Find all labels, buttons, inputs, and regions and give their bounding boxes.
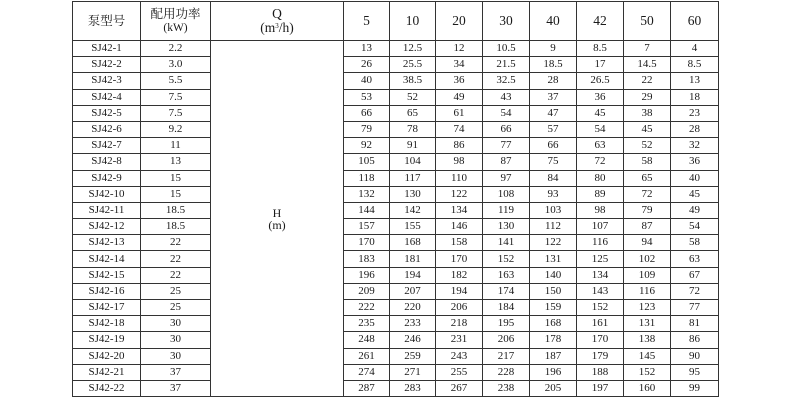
head-value-cell: 4 [671,41,719,57]
power-cell: 25 [141,283,211,299]
head-value-cell: 130 [483,219,530,235]
head-value-cell: 160 [624,380,671,396]
head-value-cell: 170 [436,251,483,267]
table-row [73,219,719,235]
table-row [73,332,719,348]
head-value-cell: 72 [624,186,671,202]
head-value-cell: 194 [390,267,436,283]
header-flow-value: 5 [344,2,390,41]
head-value-cell: 65 [624,170,671,186]
power-cell: 9.2 [141,121,211,137]
head-value-cell: 209 [344,283,390,299]
head-value-cell: 63 [671,251,719,267]
head-value-cell: 95 [671,364,719,380]
head-value-cell: 119 [483,202,530,218]
header-flow-value: 60 [671,2,719,41]
header-power [141,2,211,41]
model-cell: SJ42-1 [73,41,141,57]
table-row [73,380,719,396]
power-cell: 18.5 [141,219,211,235]
head-value-cell: 77 [483,138,530,154]
head-value-cell: 179 [577,348,624,364]
head-value-cell: 91 [390,138,436,154]
head-value-cell: 58 [624,154,671,170]
head-value-cell: 45 [671,186,719,202]
model-cell: SJ42-13 [73,235,141,251]
model-cell: SJ42-2 [73,57,141,73]
head-value-cell: 36 [671,154,719,170]
head-value-cell: 65 [390,105,436,121]
head-value-cell: 196 [344,267,390,283]
head-value-cell: 9 [530,41,577,57]
head-value-cell: 158 [436,235,483,251]
head-value-cell: 98 [436,154,483,170]
head-value-cell: 220 [390,300,436,316]
head-value-cell: 12.5 [390,41,436,57]
header-flow-value: 40 [530,2,577,41]
head-value-cell: 168 [530,316,577,332]
head-symbol: H [272,205,282,220]
head-value-cell: 194 [436,283,483,299]
head-value-cell: 67 [671,267,719,283]
head-value-cell: 163 [483,267,530,283]
head-value-cell: 235 [344,316,390,332]
head-value-cell: 13 [344,41,390,57]
head-value-cell: 228 [483,364,530,380]
head-value-cell: 138 [624,332,671,348]
head-value-cell: 54 [483,105,530,121]
head-value-cell: 152 [624,364,671,380]
head-value-cell: 47 [530,105,577,121]
head-value-cell: 152 [483,251,530,267]
head-value-cell: 98 [577,202,624,218]
header-flow-unit [211,21,343,35]
head-value-cell: 22 [624,73,671,89]
head-value-cell: 143 [577,283,624,299]
power-cell: 22 [141,235,211,251]
head-value-cell: 66 [483,121,530,137]
head-value-cell: 38 [624,105,671,121]
model-cell: SJ42-7 [73,138,141,154]
head-value-cell: 40 [344,73,390,89]
head-value-cell: 261 [344,348,390,364]
head-value-cell: 97 [483,170,530,186]
table-row [73,235,719,251]
table-row [73,121,719,137]
head-value-cell: 80 [577,170,624,186]
head-value-cell: 218 [436,316,483,332]
head-value-cell: 122 [530,235,577,251]
head-value-cell: 109 [624,267,671,283]
power-cell: 7.5 [141,105,211,121]
power-cell: 37 [141,364,211,380]
power-cell: 7.5 [141,89,211,105]
head-value-cell: 110 [436,170,483,186]
head-value-cell: 206 [436,300,483,316]
head-value-cell: 146 [436,219,483,235]
model-cell: SJ42-3 [73,73,141,89]
header-model: 泵型号 [73,2,141,41]
head-value-cell: 66 [530,138,577,154]
header-flow-value: 20 [436,2,483,41]
head-value-cell: 18 [671,89,719,105]
head-value-cell: 283 [390,380,436,396]
head-value-cell: 170 [344,235,390,251]
power-cell: 13 [141,154,211,170]
power-cell: 30 [141,348,211,364]
table-row [73,283,719,299]
head-value-cell: 45 [577,105,624,121]
power-cell: 22 [141,251,211,267]
power-cell: 15 [141,186,211,202]
head-value-cell: 168 [390,235,436,251]
head-value-cell: 130 [390,186,436,202]
model-cell: SJ42-15 [73,267,141,283]
head-value-cell: 18.5 [530,57,577,73]
model-cell: SJ42-11 [73,202,141,218]
head-value-cell: 132 [344,186,390,202]
head-value-cell: 54 [671,219,719,235]
head-value-cell: 131 [624,316,671,332]
head-value-cell: 13 [671,73,719,89]
head-value-cell: 267 [436,380,483,396]
table-row [73,267,719,283]
table-row [73,57,719,73]
head-value-cell: 117 [390,170,436,186]
head-value-cell: 92 [344,138,390,154]
power-cell: 3.0 [141,57,211,73]
head-value-cell: 32.5 [483,73,530,89]
head-value-cell: 102 [624,251,671,267]
head-value-cell: 87 [483,154,530,170]
power-cell: 37 [141,380,211,396]
head-value-cell: 66 [344,105,390,121]
power-cell: 18.5 [141,202,211,218]
head-value-cell: 77 [671,300,719,316]
model-cell: SJ42-19 [73,332,141,348]
power-cell: 15 [141,170,211,186]
head-value-cell: 103 [530,202,577,218]
power-cell: 30 [141,332,211,348]
head-value-cell: 63 [577,138,624,154]
head-value-cell: 231 [436,332,483,348]
table-row [73,202,719,218]
head-value-cell: 40 [671,170,719,186]
head-value-cell: 183 [344,251,390,267]
head-value-cell: 37 [530,89,577,105]
head-value-cell: 79 [624,202,671,218]
head-value-cell: 99 [671,380,719,396]
head-value-cell: 182 [436,267,483,283]
head-value-cell: 78 [390,121,436,137]
head-value-cell: 87 [624,219,671,235]
header-flow-value: 10 [390,2,436,41]
head-value-cell: 84 [530,170,577,186]
head-unit: (m) [268,217,286,232]
table-row [73,73,719,89]
head-value-cell: 53 [344,89,390,105]
model-cell: SJ42-20 [73,348,141,364]
head-value-cell: 86 [671,332,719,348]
head-value-cell: 134 [577,267,624,283]
head-value-cell: 26 [344,57,390,73]
head-value-cell: 104 [390,154,436,170]
head-value-cell: 125 [577,251,624,267]
table-body [73,41,719,397]
head-value-cell: 79 [344,121,390,137]
head-value-cell: 187 [530,348,577,364]
head-value-cell: 8.5 [577,41,624,57]
header-row [73,2,719,41]
head-value-cell: 28 [671,121,719,137]
head-value-cell: 58 [671,235,719,251]
table-row [73,105,719,121]
head-value-cell: 150 [530,283,577,299]
head-value-cell: 108 [483,186,530,202]
head-value-cell: 122 [436,186,483,202]
head-label-cell [211,41,344,397]
head-value-cell: 188 [577,364,624,380]
head-value-cell: 144 [344,202,390,218]
head-value-cell: 248 [344,332,390,348]
head-value-cell: 178 [530,332,577,348]
head-value-cell: 7 [624,41,671,57]
head-value-cell: 72 [577,154,624,170]
head-value-cell: 116 [624,283,671,299]
head-value-cell: 25.5 [390,57,436,73]
model-cell: SJ42-14 [73,251,141,267]
head-value-cell: 174 [483,283,530,299]
model-cell: SJ42-18 [73,316,141,332]
header-flow-value: 42 [577,2,624,41]
flow-unit-prefix: (m [260,20,276,35]
header-flow-symbol: Q [272,6,282,21]
head-value-cell: 54 [577,121,624,137]
head-value-cell: 195 [483,316,530,332]
head-value-cell: 38.5 [390,73,436,89]
head-value-cell: 43 [483,89,530,105]
table-row [73,251,719,267]
head-value-cell: 197 [577,380,624,396]
head-value-cell: 23 [671,105,719,121]
table-row [73,138,719,154]
head-value-cell: 72 [671,283,719,299]
model-cell: SJ42-10 [73,186,141,202]
power-cell: 25 [141,300,211,316]
head-value-cell: 49 [671,202,719,218]
head-value-cell: 8.5 [671,57,719,73]
pump-performance-table [72,1,719,397]
head-value-cell: 238 [483,380,530,396]
head-value-cell: 205 [530,380,577,396]
model-cell: SJ42-17 [73,300,141,316]
head-value-cell: 155 [390,219,436,235]
head-value-cell: 81 [671,316,719,332]
head-value-cell: 10.5 [483,41,530,57]
head-value-cell: 287 [344,380,390,396]
head-value-cell: 36 [577,89,624,105]
header-power-unit: (kW) [163,22,188,34]
head-value-cell: 233 [390,316,436,332]
head-value-cell: 29 [624,89,671,105]
head-value-cell: 243 [436,348,483,364]
head-value-cell: 94 [624,235,671,251]
model-cell: SJ42-6 [73,121,141,137]
table-row [73,41,719,57]
head-value-cell: 152 [577,300,624,316]
table-row [73,170,719,186]
head-value-cell: 93 [530,186,577,202]
model-cell: SJ42-4 [73,89,141,105]
head-value-cell: 107 [577,219,624,235]
head-value-cell: 17 [577,57,624,73]
head-value-cell: 206 [483,332,530,348]
header-power-label: 配用功率 [150,6,201,21]
head-value-cell: 145 [624,348,671,364]
head-value-cell: 217 [483,348,530,364]
model-cell: SJ42-8 [73,154,141,170]
head-value-cell: 170 [577,332,624,348]
head-value-cell: 12 [436,41,483,57]
model-cell: SJ42-16 [73,283,141,299]
model-cell: SJ42-12 [73,219,141,235]
head-value-cell: 259 [390,348,436,364]
head-value-cell: 222 [344,300,390,316]
head-value-cell: 61 [436,105,483,121]
table-row [73,364,719,380]
head-value-cell: 157 [344,219,390,235]
head-value-cell: 49 [436,89,483,105]
head-value-cell: 161 [577,316,624,332]
head-value-cell: 207 [390,283,436,299]
head-value-cell: 86 [436,138,483,154]
head-value-cell: 255 [436,364,483,380]
head-value-cell: 32 [671,138,719,154]
head-value-cell: 134 [436,202,483,218]
header-flow-value: 50 [624,2,671,41]
head-value-cell: 159 [530,300,577,316]
head-value-cell: 271 [390,364,436,380]
header-flow [211,2,344,41]
model-cell: SJ42-9 [73,170,141,186]
head-value-cell: 105 [344,154,390,170]
head-value-cell: 26.5 [577,73,624,89]
head-value-cell: 184 [483,300,530,316]
head-value-cell: 75 [530,154,577,170]
head-value-cell: 52 [624,138,671,154]
head-value-cell: 21.5 [483,57,530,73]
head-value-cell: 112 [530,219,577,235]
table-row [73,89,719,105]
head-value-cell: 52 [390,89,436,105]
flow-unit-exponent: 3 [275,22,279,30]
head-value-cell: 131 [530,251,577,267]
power-cell: 22 [141,267,211,283]
model-cell: SJ42-22 [73,380,141,396]
table-row [73,348,719,364]
head-value-cell: 89 [577,186,624,202]
head-value-cell: 116 [577,235,624,251]
table-row [73,316,719,332]
head-value-cell: 28 [530,73,577,89]
head-value-cell: 181 [390,251,436,267]
model-cell: SJ42-5 [73,105,141,121]
head-value-cell: 142 [390,202,436,218]
power-cell: 5.5 [141,73,211,89]
head-value-cell: 274 [344,364,390,380]
head-value-cell: 90 [671,348,719,364]
head-value-cell: 34 [436,57,483,73]
head-value-cell: 196 [530,364,577,380]
model-cell: SJ42-21 [73,364,141,380]
table-row [73,154,719,170]
power-cell: 11 [141,138,211,154]
head-value-cell: 246 [390,332,436,348]
head-value-cell: 123 [624,300,671,316]
head-value-cell: 74 [436,121,483,137]
flow-unit-suffix: /h) [278,20,294,35]
head-value-cell: 36 [436,73,483,89]
head-value-cell: 140 [530,267,577,283]
head-value-cell: 57 [530,121,577,137]
head-value-cell: 45 [624,121,671,137]
head-value-cell: 141 [483,235,530,251]
table-row [73,186,719,202]
power-cell: 2.2 [141,41,211,57]
header-flow-value: 30 [483,2,530,41]
head-value-cell: 118 [344,170,390,186]
head-value-cell: 14.5 [624,57,671,73]
power-cell: 30 [141,316,211,332]
table-row [73,300,719,316]
